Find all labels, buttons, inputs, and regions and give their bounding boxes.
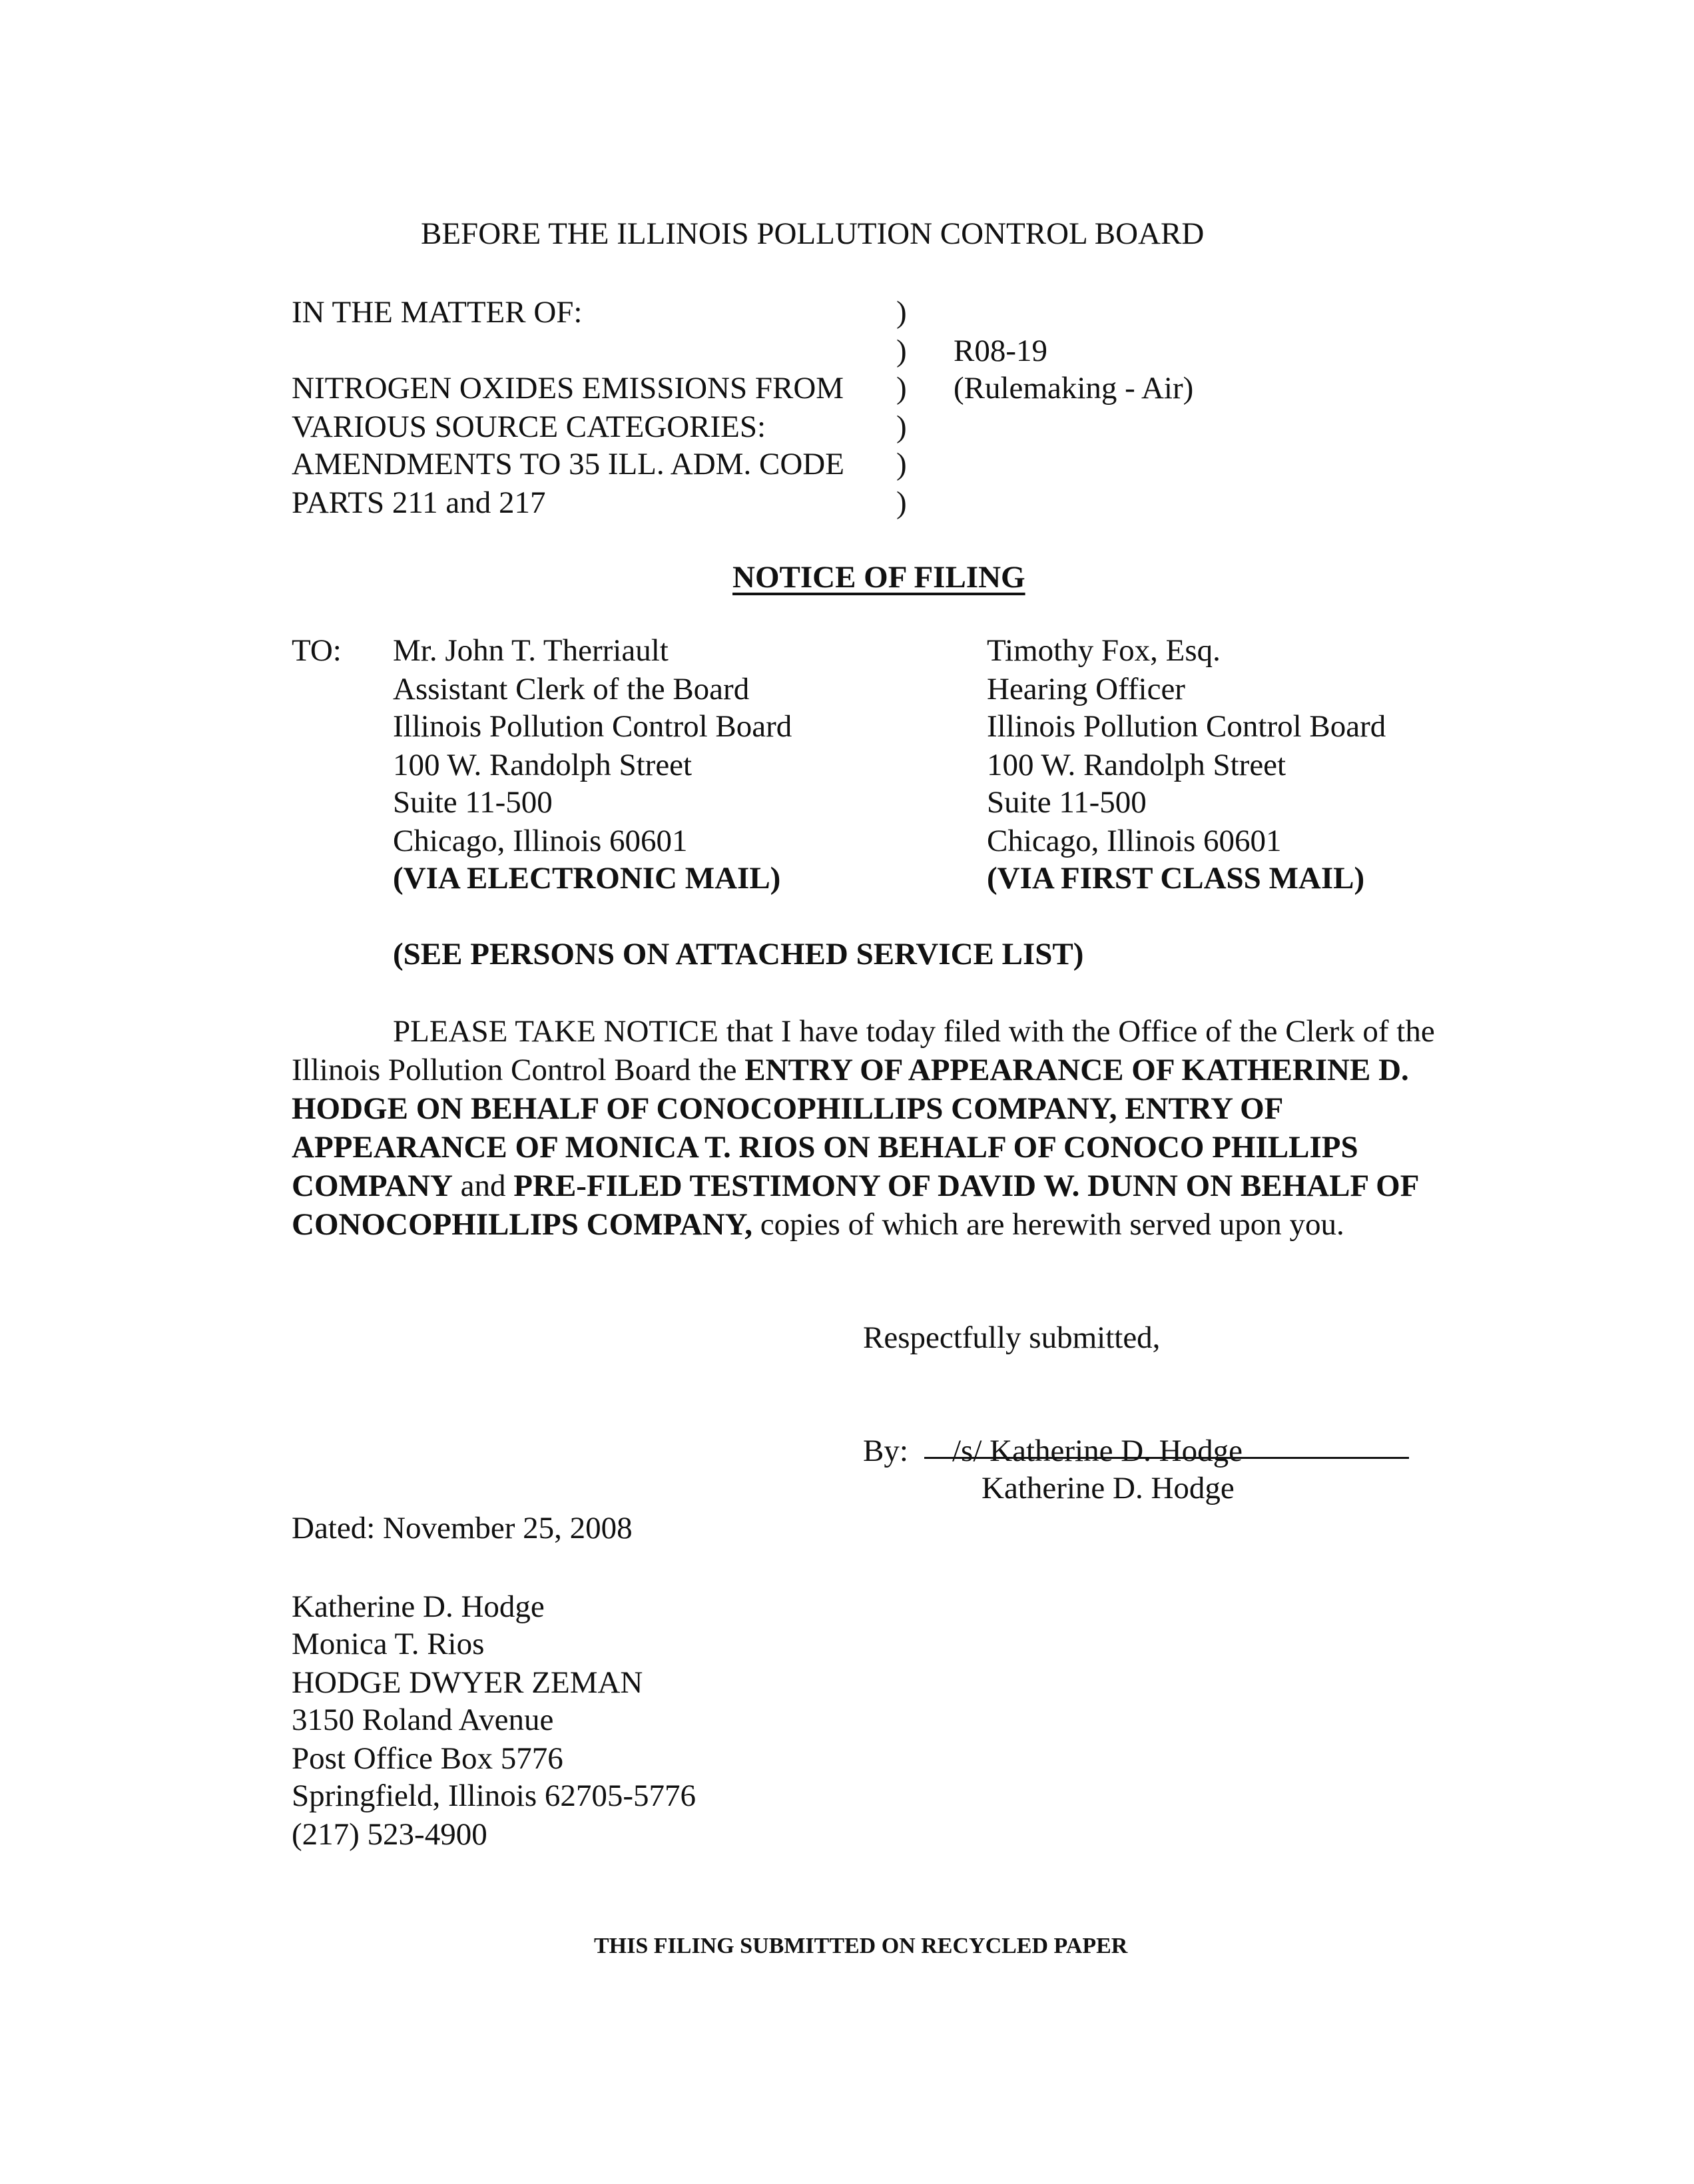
case-type: (Rulemaking - Air) [954,371,1194,406]
caption-paren: ) [896,295,907,330]
recipient-line: Hearing Officer [987,672,1185,706]
closing: Respectfully submitted, [863,1320,1161,1355]
firm-line: Katherine D. Hodge [292,1589,545,1624]
recipient-line: 100 W. Randolph Street [393,748,693,782]
caption-line-4: PARTS 211 and 217 [292,485,546,520]
notice-paragraph [292,1012,1477,1244]
recipient-line: Mr. John T. Therriault [393,633,669,668]
notice-title: NOTICE OF FILING [732,560,1025,595]
signer-name: Katherine D. Hodge [982,1471,1235,1505]
recipient-line: Illinois Pollution Control Board [393,709,792,744]
dated-line: Dated: November 25, 2008 [292,1511,633,1545]
caption-paren: ) [896,410,907,444]
caption-line-3: AMENDMENTS TO 35 ILL. ADM. CODE [292,447,844,481]
electronic-signature: /s/ Katherine D. Hodge [952,1434,1243,1468]
recipient-line: Suite 11-500 [987,785,1147,820]
caption-paren: ) [896,334,907,368]
caption-paren: ) [896,371,907,406]
firm-line: Post Office Box 5776 [292,1741,563,1776]
matter-label: IN THE MATTER OF: [292,295,583,330]
caption-line-2: VARIOUS SOURCE CATEGORIES: [292,410,766,444]
recipient-line: Timothy Fox, Esq. [987,633,1221,668]
firm-line: HODGE DWYER ZEMAN [292,1665,643,1700]
body-text: copies of which are herewith served upon you. [752,1207,1344,1242]
firm-line: 3150 Roland Avenue [292,1703,554,1737]
caption-line-1: NITROGEN OXIDES EMISSIONS FROM [292,371,844,406]
recipient-line: Chicago, Illinois 60601 [987,824,1282,858]
firm-line: (217) 523-4900 [292,1817,487,1852]
case-number: R08-19 [954,334,1047,368]
caption-paren: ) [896,447,907,481]
recipient-line: 100 W. Randolph Street [987,748,1286,782]
recipient-line: Assistant Clerk of the Board [393,672,750,706]
body-bold-text: ENTRY OF APPEARANCE OF KATHERINE D. HODGE ON BEHALF OF CONOCOPHILLIPS COMPANY, ENTRY OF APPEARANCE OF MONICA T. RIOS ON BEHALF OF CONOCO PHILLIPS COMPANY [292,1053,1409,1203]
delivery-method: (VIA ELECTRONIC MAIL) [393,861,781,896]
recipient-line: Suite 11-500 [393,785,553,820]
to-label: TO: [292,633,342,668]
delivery-method: (VIA FIRST CLASS MAIL) [987,861,1365,896]
body-text: and [452,1169,514,1203]
by-label: By: [863,1434,908,1468]
body-bold-text: PRE-FILED TESTIMONY OF DAVID W. DUNN ON BEHALF OF CONOCOPHILLIPS COMPANY, [292,1169,1418,1242]
footer-note: THIS FILING SUBMITTED ON RECYCLED PAPER [594,1934,1128,1958]
recipient-line: Illinois Pollution Control Board [987,709,1386,744]
firm-line: Springfield, Illinois 62705-5776 [292,1778,697,1813]
caption-paren: ) [896,485,907,520]
firm-line: Monica T. Rios [292,1627,485,1661]
body-text: PLEASE TAKE NOTICE that I have today filed with the Office of the Clerk of the Illinois Pollution Control Board the [292,1014,1435,1087]
document-heading: BEFORE THE ILLINOIS POLLUTION CONTROL BOARD [421,216,1205,251]
service-list-note: (SEE PERSONS ON ATTACHED SERVICE LIST) [393,937,1084,971]
recipient-line: Chicago, Illinois 60601 [393,824,688,858]
